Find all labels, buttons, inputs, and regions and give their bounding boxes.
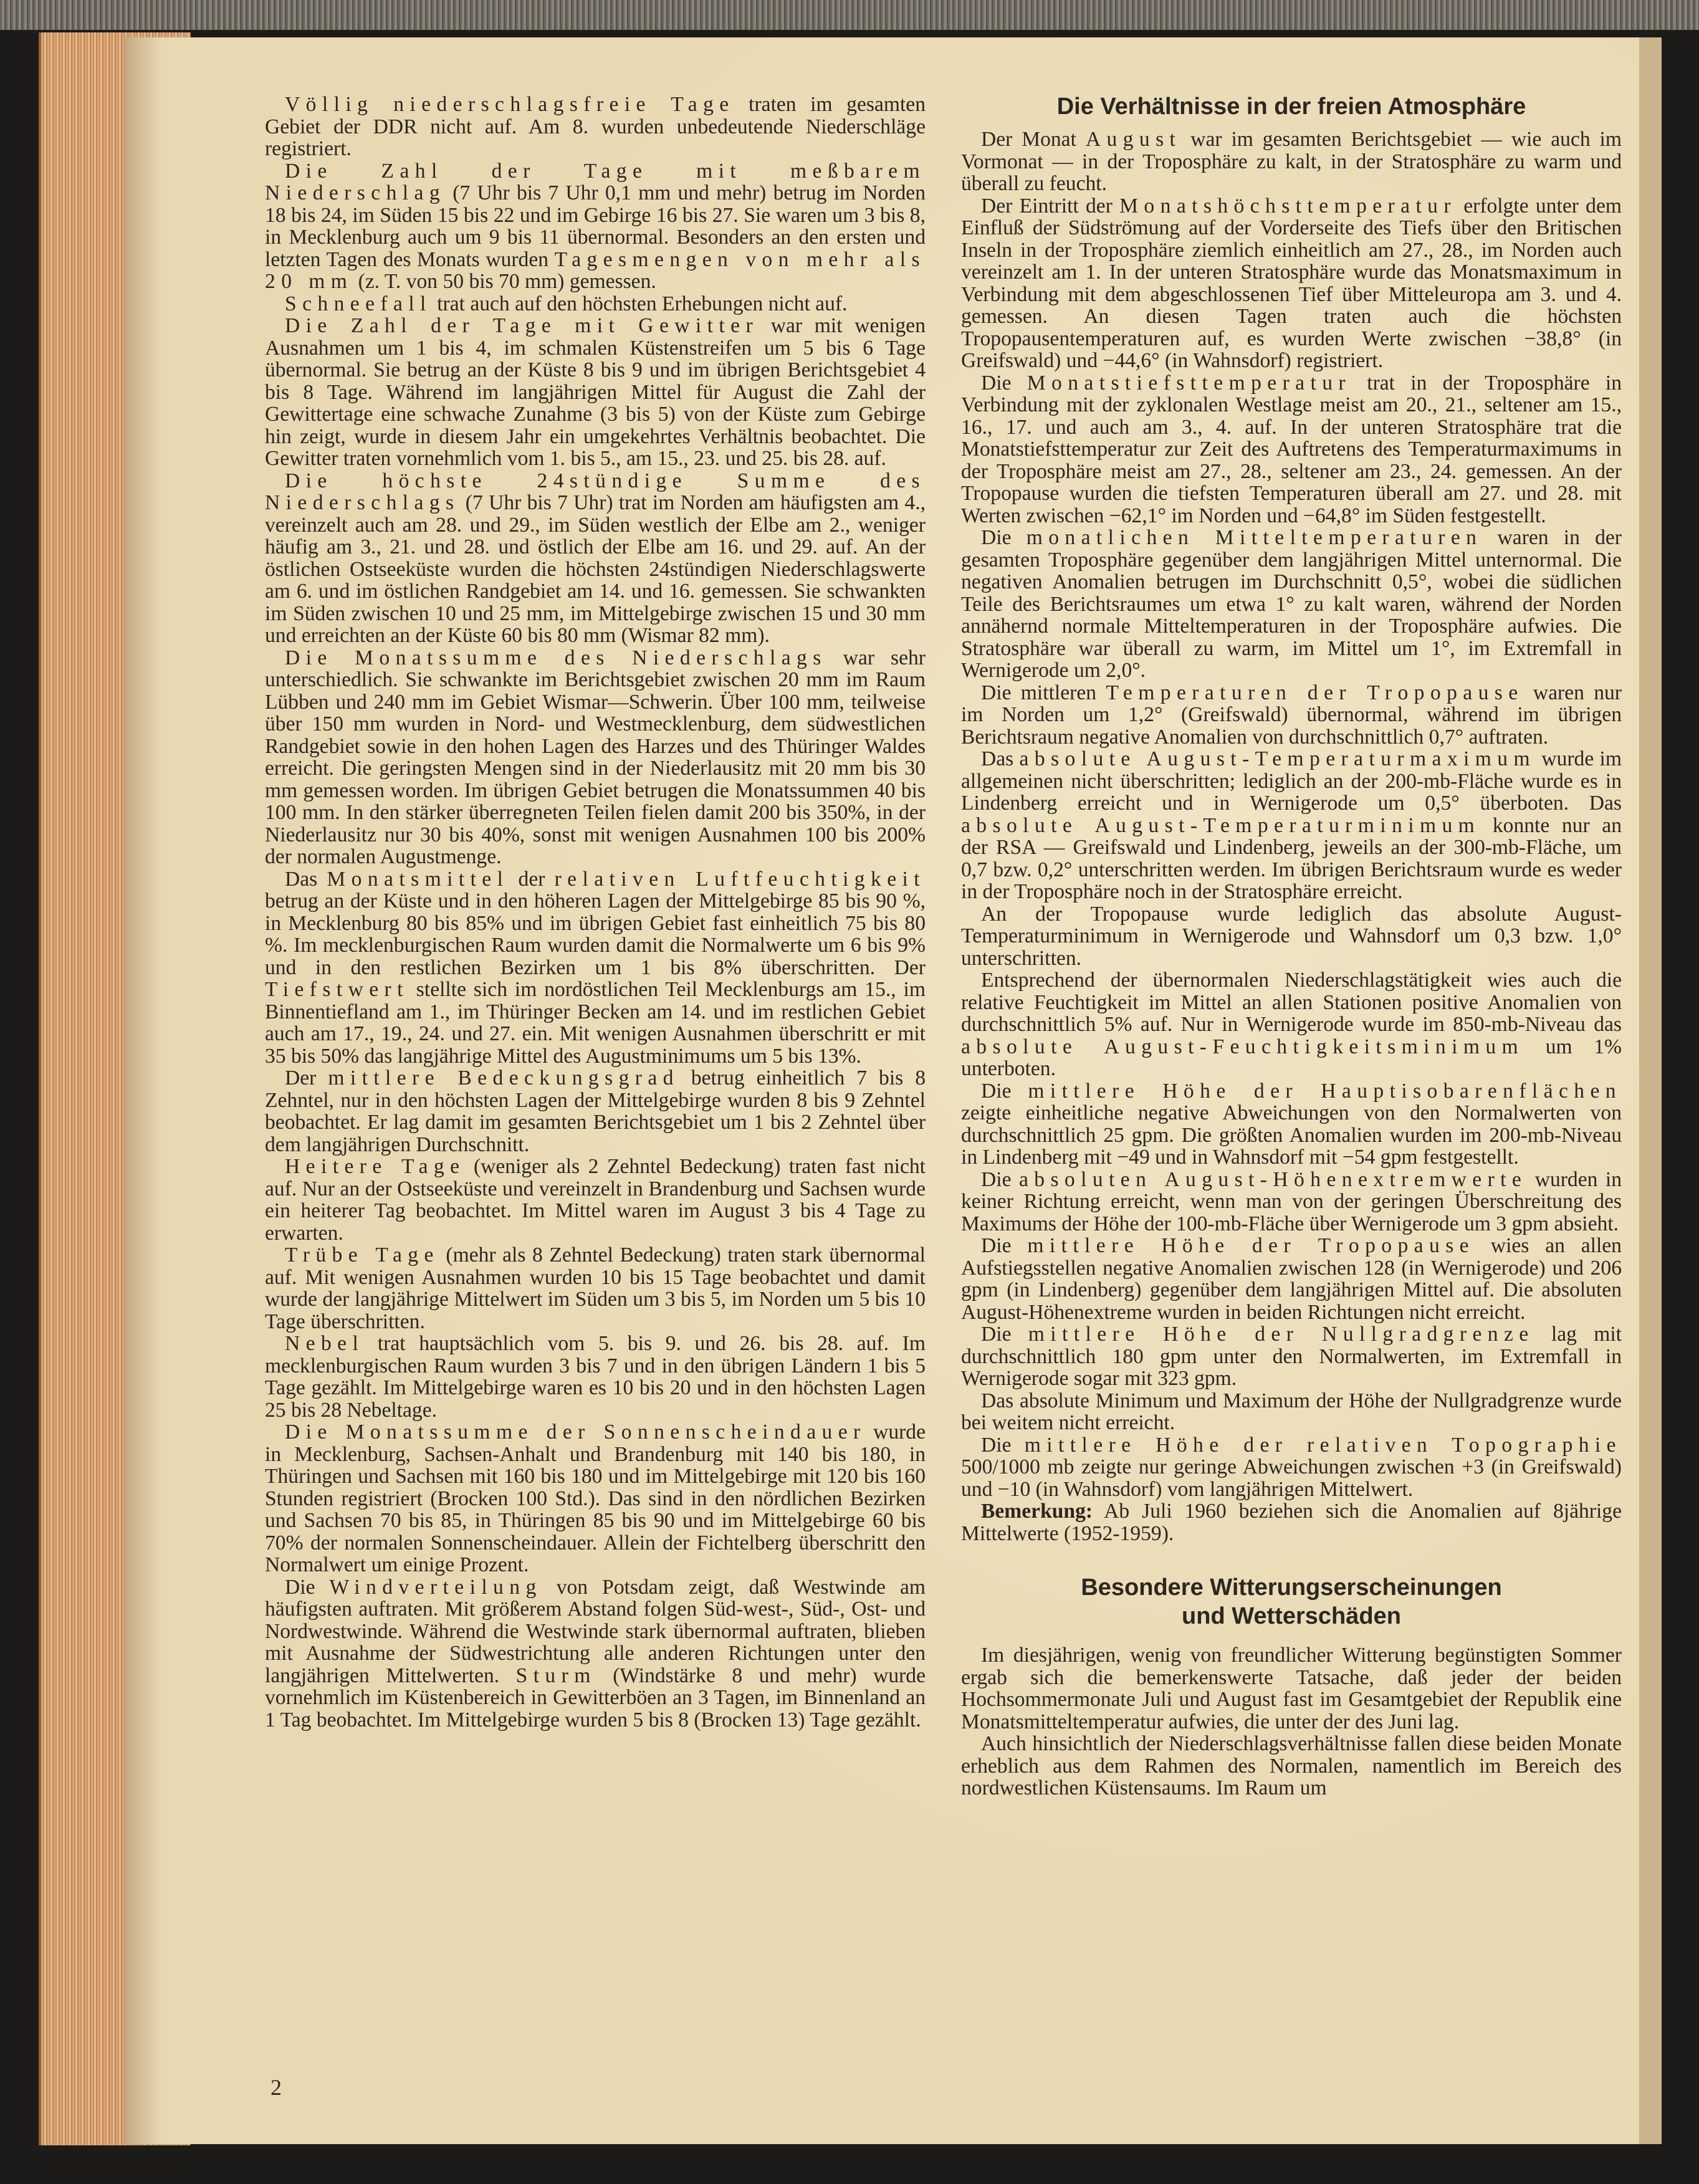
paragraph-overcast-days: Trübe Tage (mehr als 8 Zehntel Bedeckung) traten stark übernormal auf. Mit wenigen Ausnahmen wurden 10 bis 15 Tage beobachtet und damit wurde der langjährige Mittelwert im Süden um 3 bis 5, im Norden um 5 bis 10 Tage überschritten. — [265, 1243, 926, 1333]
paragraph-height-extremes: Die absoluten August-Höhenextremwerte wurden in keiner Richtung erreicht, wenn man von der geringen Überschreitung des Maximums der Höhe der 100-mb-Fläche über Wernigerode um 3 gpm absieht. — [961, 1167, 1622, 1235]
paragraph-relative-humidity: Entsprechend der übernormalen Niederschlagstätigkeit wies auch die relative Feuchtigkeit im Mittel an allen Stationen positive Anomalien von durchschnittlich 5% auf. Nur in Wernigerode wurde im 850-mb-Niveau das absolute August-Feuchtigkeitsminimum um 1% unterboten. — [961, 969, 1622, 1080]
paragraph-tropopause-height: Die mittlere Höhe der Tropopause wies an allen Aufstiegsstellen negative Anomalien zwischen 128 (in Wernigerode) und 206 gpm (in Lindenberg) gegenüber dem langjährigen Mittel auf. Die absoluten August-Höhenextreme wurden in beiden Richtungen nicht erreicht. — [961, 1234, 1622, 1324]
right-column — [961, 93, 1622, 1799]
scanner-top-edge — [0, 0, 1699, 30]
paragraph-clear-days: Heitere Tage (weniger als 2 Zehntel Bedeckung) traten fast nicht auf. Nur an der Ostseeküste und vereinzelt in Brandenburg und Sachsen wurde ein heiterer Tag beobachtet. Im Mittel waren im August 3 bis 4 Tage zu erwarten. — [265, 1155, 926, 1245]
paragraph-summer-temperatures: Im diesjährigen, wenig von freundlicher Witterung begünstigten Sommer ergab sich die bemerkenswerte Tatsache, daß jeder der beiden Hochsommermonate Juli und August fast im Gesamtgebiet der Republik eine Monatsmitteltemperatur aufwies, die unter der des Juni lag. — [961, 1644, 1622, 1733]
paragraph-relative-topography: Die mittlere Höhe der relativen Topographie 500/1000 mb zeigte nur geringe Abweichungen zwischen +3 (in Greifswald) und −10 (in Wahnsdorf) vom langjährigen Mittelwert. — [961, 1433, 1622, 1501]
paragraph-monthly-precipitation: Die Monatssumme des Niederschlags war sehr unterschiedlich. Sie schwankte im Berichtsgebiet zwischen 20 mm im Raum Lübben und 240 mm im Gebiet Wismar—Schwerin. Über 100 mm, teilweise über 150 mm wurden in Nord- und Westmecklenburg, dem südwestlichen Randgebiet sowie in den hohen Lagen des Harzes und des Thüringer Waldes erreicht. Die geringsten Mengen sind in der Niederlausitz mit 20 mm bis 30 mm gemessen worden. Im übrigen Gebiet betrugen die Monatssummen 40 bis 100 mm. In den stärker überregneten Teilen fielen damit 200 bis 350%, in der Niederlausitz nur 30 bis 40%, sonst mit wenigen Ausnahmen 100 bis 200% der normalen Augustmenge. — [265, 646, 926, 868]
paragraph-freezing-level-extremes: Das absolute Minimum und Maximum der Höhe der Nullgradgrenze wurde bei weitem nicht erreicht. — [961, 1389, 1622, 1434]
page-gutter-shadow — [125, 37, 162, 2144]
paragraph-august-overview: Der Monat August war im gesamten Berichtsgebiet — wie auch im Vormonat — in der Troposphäre zu kalt, in der Stratosphäre zu warm und überall zu feucht. — [961, 128, 1622, 195]
paragraph-precipitation-days: Die Zahl der Tage mit meßbarem Niederschlag (7 Uhr bis 7 Uhr 0,1 mm und mehr) betrug im Norden 18 bis 24, im Süden 15 bis 22 und im Gebirge 16 bis 27. Sie waren um 3 bis 8, in Mecklenburg auch um 9 bis 11 übernormal. Besonders an den ersten und letzten Tagen des Monats wurden Tagesmengen von mehr als 20 mm (z. T. von 50 bis 70 mm) gemessen. — [265, 159, 926, 293]
paragraph-freezing-level: Die mittlere Höhe der Nullgradgrenze lag mit durchschnittlich 180 gpm unter den Normalwerten, im Extremfall in Wernigerode sogar mit 323 gpm. — [961, 1323, 1622, 1390]
paragraph-sunshine: Die Monatssumme der Sonnenscheindauer wurde in Mecklenburg, Sachsen-Anhalt und Brandenburg mit 140 bis 180, in Thüringen und Sachsen mit 160 bis 180 und im Mittelgebirge mit 120 bis 160 Stunden registriert (Brocken 100 Std.). Das sind in den nördlichen Bezirken und Sachsen 70 bis 85, in Thüringen 85 bis 90 und im Mittelgebirge 60 bis 70% der normalen Sonnenscheindauer. Allein der Fichtelberg überschritt den Normalwert um einige Prozent. — [265, 1420, 926, 1576]
paragraph-max-24h-precipitation: Die höchste 24stündige Summe des Niederschlags (7 Uhr bis 7 Uhr) trat im Norden am häufigsten am 4., vereinzelt auch am 28. und 29., im Süden westlich der Elbe am 2., weniger häufig am 3., 21. und 28. und östlich der Elbe am 16. und 29. auf. An der östlichen Ostseeküste wurden die höchsten 24stündigen Niederschlagswerte am 6. und im östlichen Randgebiet am 14. und 16. gemessen. Sie schwankten im Süden zwischen 10 und 25 mm, im Mittelgebirge zwischen 15 und 30 mm und erreichten an der Küste 60 bis 80 mm (Wismar 82 mm). — [265, 469, 926, 647]
paragraph-isobaric-heights: Die mittlere Höhe der Hauptisobarenflächen zeigte einheitliche negative Abweichungen von den Normalwerten von durchschnittlich 25 gpm. Die größten Anomalien wurden im 200-mb-Niveau in Lindenberg mit −49 und in Wahnsdorf mit −54 gpm festgestellt. — [961, 1079, 1622, 1169]
section-heading-special-weather: Besondere Witterungserscheinungen und Wetterschäden — [1081, 1574, 1502, 1629]
left-column — [265, 93, 926, 1731]
paragraph-thunderstorm-days: Die Zahl der Tage mit Gewitter war mit wenigen Ausnahmen um 1 bis 4, im schmalen Küstenstreifen um 5 bis 6 Tage übernormal. Sie betrug an der Küste 8 bis 9 und im übrigen Berichtsgebiet 4 bis 8 Tage. Während im langjährigen Mittel für August die Zahl der Gewittertage eine schwache Zunahme (3 bis 5) von der Küste zum Gebirge hin zeigt, wurde in diesem Jahr ein umgekehrtes Verhältnis beobachtet. Die Gewitter traten vornehmlich vom 1. bis 5., am 15., 23. und 25. bis 28. auf. — [265, 314, 926, 470]
paragraph-wind: Die Windverteilung von Potsdam zeigt, daß Westwinde am häufigsten auftraten. Mit größerem Abstand folgen Süd-west-, Süd-, Ost- und Nordwestwinde. Während die Westwinde stark übernormal auftraten, blieben mit Ausnahme der Südwestrichtung alle anderen Richtungen unter den langjährigen Mittelwerten. Sturm (Windstärke 8 und mehr) wurde vornehmlich im Küstenbereich in Gewitterböen an 3 Tagen, im Binnenland an 1 Tag beobachtet. Im Mittelgebirge wurden 5 bis 8 (Brocken 13) Tage gezählt. — [265, 1575, 926, 1731]
paragraph-precipitation-summer: Auch hinsichtlich der Niederschlagsverhältnisse fallen diese beiden Monate erheblich aus dem Rahmen des Normalen, namentlich im Bereich des nordwestlichen Küstensaums. Im Raum um — [961, 1732, 1622, 1799]
paragraph-cloud-cover: Der mittlere Bedeckungsgrad betrug einheitlich 7 bis 8 Zehntel, nur in den höchsten Lagen der Mittelgebirge wurden 8 bis 9 Zehntel beobachtet. Er lag damit im gesamten Berichtsgebiet um 1 bis 2 Zehntel über dem langjährigen Durchschnitt. — [265, 1066, 926, 1156]
paragraph-humidity: Das Monatsmittel der relativen Luftfeuchtigkeit betrug an der Küste und in den höheren Lagen der Mittelgebirge 85 bis 90 %, in Mecklenburg 80 bis 85% und im übrigen Gebiet fast einheitlich 75 bis 80 %. Im mecklenburgischen Raum wurden damit die Normalwerte um 6 bis 9% und in den restlichen Bezirken um 1 bis 8% überschritten. Der Tiefstwert stellte sich im nordöstlichen Teil Mecklenburgs am 15., im Binnentiefland am 1., im Thüringer Becken am 14. und im restlichen Gebiet auch am 17., 19., 24. und 27. ein. Mit wenigen Ausnahmen überschritt er mit 35 bis 50% das langjährige Mittel des Augustminimums um 5 bis 13%. — [265, 867, 926, 1068]
paragraph-min-temperature: Die Monatstiefsttemperatur trat in der Troposphäre in Verbindung mit der zyklonalen Westlage meist am 20., 21., seltener am 15., 16., 17. und auch am 3., 4. auf. In der unteren Stratosphäre trat die Monatstiefsttemperatur zur Zeit des Auftretens des Temperaturmaximums in der Troposphäre meist am 27., 28., seltener am 23., 24. gemessen. An der Tropopause wurden die tiefsten Temperaturen überall am 27. und 28. mit Werten zwischen −62,1° im Norden und −64,8° im Süden festgestellt. — [961, 371, 1622, 527]
paragraph-mean-temperatures: Die monatlichen Mitteltemperaturen waren in der gesamten Troposphäre gegenüber dem langjährigen Mittel unternormal. Die negativen Anomalien betrugen im Durchschnitt 0,5°, wobei die südlichen Teile des Berichtsraumes um etwa 1° zu kalt waren, während der Norden annähernd normale Mitteltemperaturen in der Troposphäre aufwies. Die Stratosphäre war überall zu warm, im Mittel um 1°, im Extremfall in Wernigerode um 2,0°. — [961, 526, 1622, 682]
section-heading-free-atmosphere: Die Verhältnisse in der freien Atmosphäre — [1056, 93, 1526, 120]
paragraph-max-temperature: Der Eintritt der Monatshöchsttemperatur erfolgte unter dem Einfluß der Südströmung auf der Vorderseite des Tiefs über den Britischen Inseln in der Troposphäre ziemlich einheitlich am 27., 28., im Norden auch vereinzelt am 1. In der unteren Stratosphäre wurde das Monatsmaximum in Verbindung mit dem abgeschlossenen Tief über Mitteleuropa am 3. und 4. gemessen. An diesen Tagen traten auch die höchsten Tropopausentemperaturen auf, es wurden Werte zwischen −38,8° (in Greifswald) und −44,6° (in Wahnsdorf) registriert. — [961, 194, 1622, 372]
paragraph-remark: Bemerkung: Ab Juli 1960 beziehen sich die Anomalien auf 8jährige Mittelwerte (1952-1959). — [961, 1500, 1622, 1545]
paragraph-tropopause-temperature: Die mittleren Temperaturen der Tropopause waren nur im Norden um 1,2° (Greifswald) übernormal, während im übrigen Berichtsraum negative Anomalien von durchschnittlich 0,7° auftraten. — [961, 681, 1622, 749]
page-number: 2 — [270, 2075, 282, 2100]
paragraph-fog: Nebel trat hauptsächlich vom 5. bis 9. und 26. bis 28. auf. Im mecklenburgischen Raum wurden 3 bis 7 und in den übrigen Ländern 1 bis 5 Tage gezählt. Im Mittelgebirge waren es 10 bis 20 und in den höchsten Lagen 25 bis 28 Nebeltage. — [265, 1332, 926, 1422]
paragraph-snowfall: Schneefall trat auch auf den höchsten Erhebungen nicht auf. — [285, 292, 848, 315]
paragraph-absolute-temperature-extremes: Das absolute August-Temperaturmaximum wurde im allgemeinen nicht überschritten; lediglich an der 200-mb-Fläche wurde es in Lindenberg erreicht und in Wernigerode um 0,5° überboten. Das absolute August-Temperaturminimum konnte nur an der RSA — Greifswald und Lindenberg, jeweils an der 300-mb-Fläche, um 0,7 bzw. 0,2° unterschritten werden. Im übrigen Berichtsraum wurde es weder in der Troposphäre noch in der Stratosphäre erreicht. — [961, 747, 1622, 903]
paragraph-tropopause-minimum: An der Tropopause wurde lediglich das absolute August-Temperaturminimum in Wernigerode und Wahnsdorf um 0,3 bzw. 1,0° unterschritten. — [961, 902, 1622, 970]
paragraph-dry-days: Völlig niederschlagsfreie Tage traten im gesamten Gebiet der DDR nicht auf. Am 8. wurden unbedeutende Niederschläge registriert. — [265, 93, 926, 160]
